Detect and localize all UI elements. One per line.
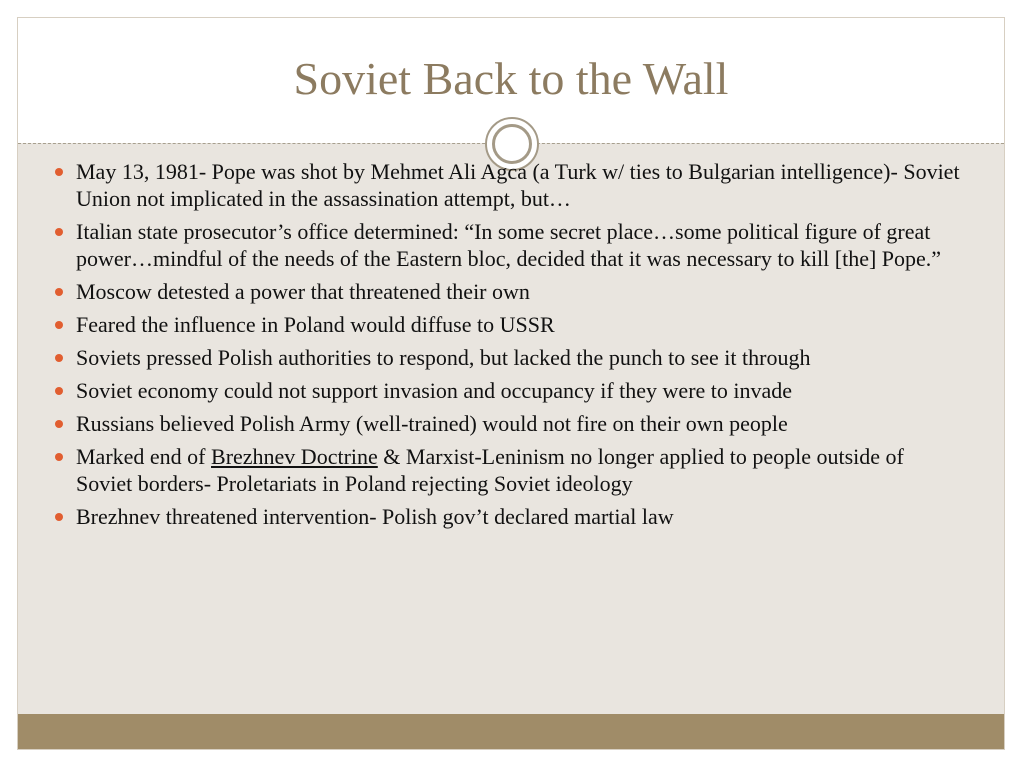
bullet-item — [52, 344, 962, 371]
bullet-text: Feared the influence in Poland would diffuse to USSR — [76, 312, 555, 337]
bullet-dot-icon — [55, 168, 63, 176]
bullet-text: Soviets pressed Polish authorities to respond, but lacked the punch to see it through — [76, 345, 811, 370]
bullet-text: May 13, 1981- Pope was shot by Mehmet Ali Agca (a Turk w/ ties to Bulgarian intelligence)- Soviet Union not implicated in the assassination attempt, but… — [76, 159, 960, 211]
bullet-item — [52, 218, 962, 272]
bullet-text: Russians believed Polish Army (well-trained) would not fire on their own people — [76, 411, 788, 436]
bullet-dot-icon — [55, 354, 63, 362]
bullet-dot-icon — [55, 453, 63, 461]
bullet-dot-icon — [55, 387, 63, 395]
footer-bar — [18, 714, 1004, 749]
bullet-item — [52, 311, 962, 338]
bullet-text: Moscow detested a power that threatened their own — [76, 279, 530, 304]
bullet-item — [52, 443, 962, 497]
bullet-text-before-link: Marked end of — [76, 444, 212, 469]
bullet-item — [52, 410, 962, 437]
bullet-dot-icon — [55, 420, 63, 428]
bullet-list — [52, 158, 962, 536]
slide-frame — [17, 17, 1005, 750]
brezhnev-doctrine-link[interactable]: Brezhnev Doctrine — [211, 444, 378, 469]
bullet-text-after-link: & Marxist-Leninism no longer applied to people outside of Soviet borders- Proletariats in Poland rejecting Soviet ideology — [76, 444, 904, 496]
bullet-item — [52, 503, 962, 530]
bullet-item — [52, 377, 962, 404]
bullet-dot-icon — [55, 288, 63, 296]
bullet-text: Soviet economy could not support invasion and occupancy if they were to invade — [76, 378, 793, 403]
bullet-text: Italian state prosecutor’s office determined: “In some secret place…some political figure of great power…mindful of the needs of the Eastern bloc, decided that it was necessary to kill [the] Pope.” — [76, 219, 942, 271]
bullet-dot-icon — [55, 228, 63, 236]
bullet-text: Brezhnev threatened intervention- Polish gov’t declared martial law — [76, 504, 674, 529]
bullet-item — [52, 278, 962, 305]
bullet-dot-icon — [55, 513, 63, 521]
bullet-item — [52, 158, 962, 212]
bullet-dot-icon — [55, 321, 63, 329]
slide-title: Soviet Back to the Wall — [293, 53, 729, 104]
